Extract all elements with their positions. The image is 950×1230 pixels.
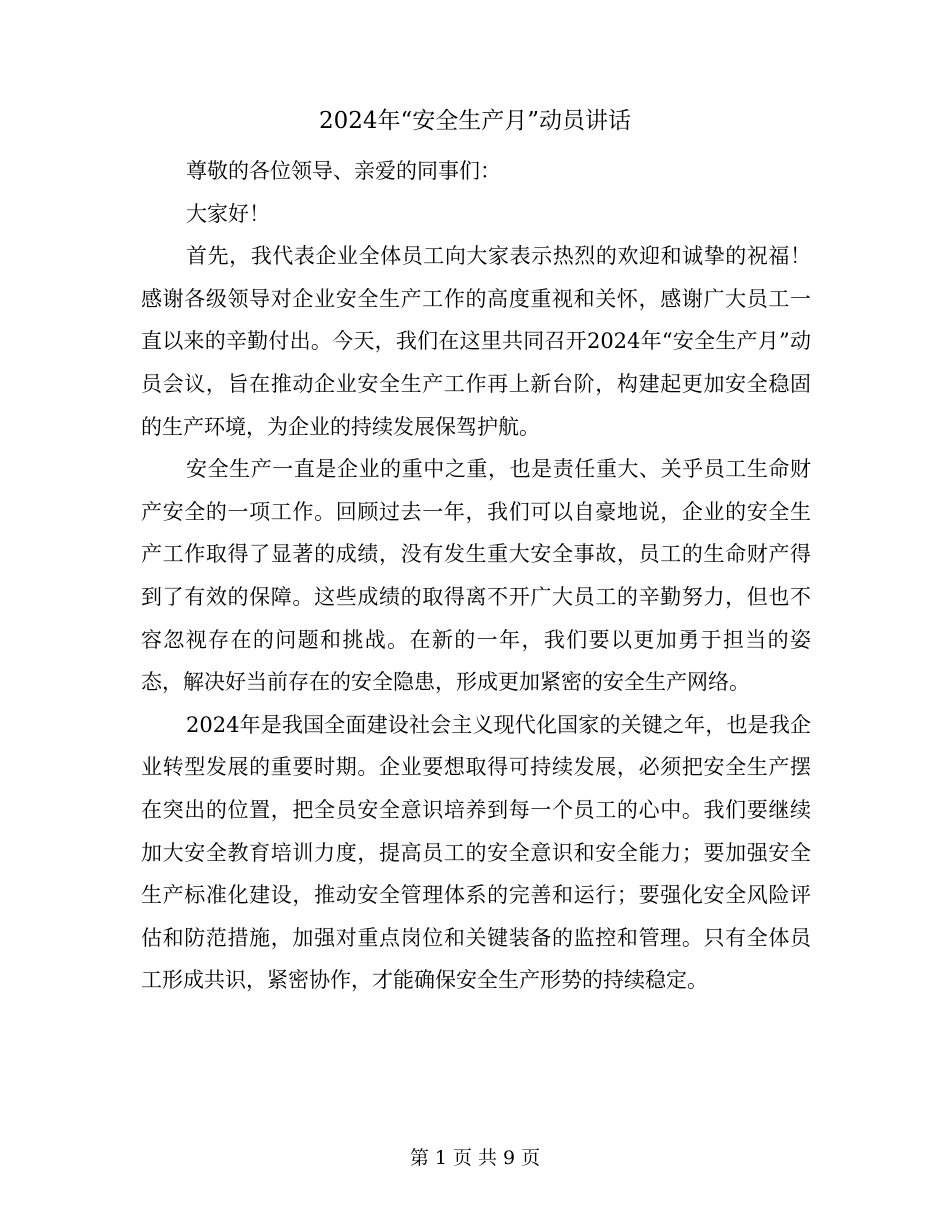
document-title: 2024年“安全生产月”动员讲话 (318, 108, 632, 134)
greeting: 大家好！ (186, 201, 270, 226)
paragraph-review: 安全生产一直是企业的重中之重，也是责任重大、关乎员工生命财产安全的一项工作。回顾过去一年，我们可以自豪地说，企业的安全生产工作取得了显著的成绩，没有发生重大安全事故，员工的生命财产得到了有效的保障。这些成绩的取得离不开广大员工的辛勤努力，但也不容忽视存在的问题和挑战。在新的一年，我们要以更加勇于担当的姿态，解决好当前存在的安全隐患，形成更加紧密的安全生产网络。 (141, 457, 811, 695)
document-body (141, 150, 811, 1002)
salutation: 尊敬的各位领导、亲爱的同事们： (186, 159, 501, 183)
paragraph-welcome: 首先，我代表企业全体员工向大家表示热烈的欢迎和诚挚的祝福！感谢各级领导对企业安全生产工作的高度重视和关怀，感谢广大员工一直以来的辛勤付出。今天，我们在这里共同召开2024年“安全生产月”动员会议，旨在推动企业安全生产工作再上新台阶，构建起更加安全稳固的生产环境，为企业的持续发展保驾护航。 (141, 244, 811, 439)
page-number-footer: 第 1 页 共 9 页 (409, 1147, 541, 1169)
paragraph-plan: 2024年是我国全面建设社会主义现代化国家的关键之年，也是我企业转型发展的重要时期。企业要想取得可持续发展，必须把安全生产摆在突出的位置，把全员安全意识培养到每一个员工的心中。我们要继续加大安全教育培训力度，提高员工的安全意识和安全能力；要加强安全生产标准化建设，推动安全管理体系的完善和运行；要强化安全风险评估和防范措施，加强对重点岗位和关键装备的监控和管理。只有全体员工形成共识，紧密协作，才能确保安全生产形势的持续稳定。 (141, 712, 811, 993)
